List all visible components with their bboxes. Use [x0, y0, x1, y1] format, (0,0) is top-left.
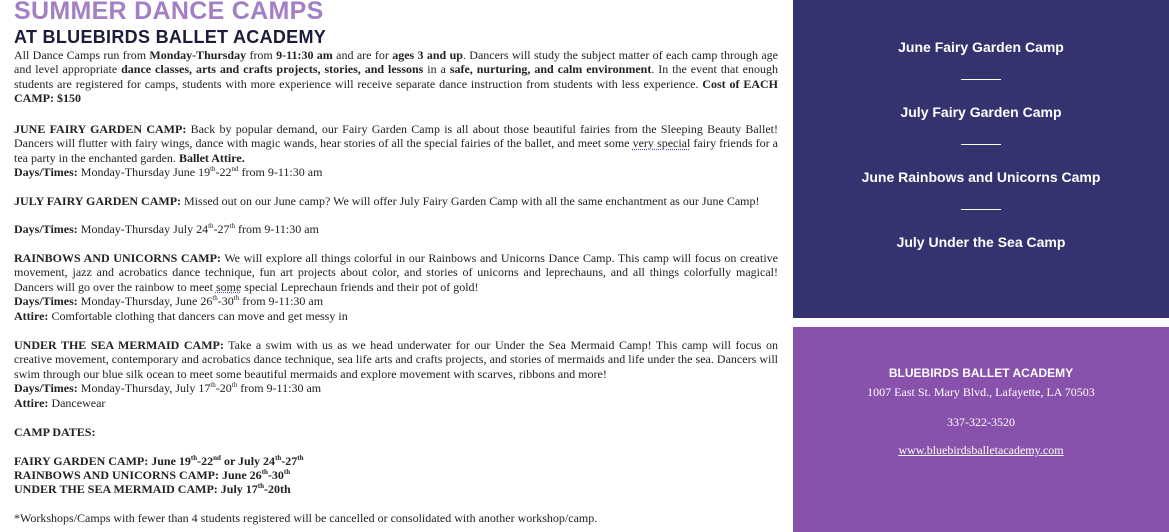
intro-time: 9-11:30 am	[276, 48, 333, 62]
intro-paragraph	[14, 48, 778, 106]
days-text: Monday-Thursday, June 26	[77, 294, 213, 308]
intro-text: in a	[423, 62, 450, 77]
academy-address: 1007 East St. Mary Blvd., Lafayette, LA 70503	[867, 385, 1095, 399]
page-title: SUMMER DANCE CAMPS	[14, 0, 324, 25]
intro-text: and are for	[332, 48, 393, 62]
intro-text: . In the event that enough students are registered for camps, students with more experience will receive separate dance instruction from students with less experience.	[14, 62, 778, 91]
days-text: Monday-Thursday, July 17	[77, 381, 211, 395]
camp-dates-heading-text: CAMP DATES:	[14, 425, 96, 439]
intro-days: Monday-Thursday	[149, 48, 247, 62]
ordinal: th	[210, 381, 216, 389]
academy-phone: 337-322-3520	[947, 415, 1015, 429]
ordinal: th	[261, 468, 268, 476]
camp-list-item: June Rainbows and Unicorns Camp	[861, 169, 1101, 185]
date-text: or July 24	[220, 454, 276, 468]
ordinal: th	[233, 294, 240, 302]
attire-text: Comfortable clothing that dancers can move and get messy in	[48, 309, 348, 323]
intro-text: from	[246, 48, 277, 62]
ordinal: th	[283, 468, 291, 476]
days-label: Days/Times:	[14, 222, 78, 236]
camp-dates-rainbows	[14, 468, 778, 482]
ordinal: th	[212, 294, 218, 302]
rainbows-attire	[14, 309, 778, 323]
days-label: Days/Times:	[14, 294, 78, 308]
ordinal: th	[210, 165, 216, 173]
days-text: from 9-11:30 am	[238, 165, 323, 179]
intro-environment: safe, nurturing, and calm environment	[449, 62, 652, 77]
days-text: Monday-Thursday June 19	[77, 165, 211, 179]
days-text: -27	[213, 222, 230, 236]
rainbows-heading: RAINBOWS AND UNICORNS CAMP:	[14, 251, 221, 265]
academy-website-link[interactable]: www.bluebirdsballetacademy.com	[898, 443, 1064, 457]
ordinal: th	[229, 222, 236, 230]
date-text: -22	[197, 454, 214, 468]
june-fairy-text: Back by popular demand, our Fairy Garden Camp is all about those beautiful fairies from the Sleeping Beauty Ballet! Dancers will flutter with fairy wings, dance with magic wands, hear stories of all the special fairies of the ballet, and meet some	[14, 122, 778, 151]
attire-text: Dancewear	[48, 396, 106, 410]
ordinal: nd	[231, 165, 239, 173]
academy-name: BLUEBIRDS BALLET ACADEMY	[888, 366, 1074, 380]
ordinal: th	[275, 454, 282, 462]
under-sea-heading: UNDER THE SEA MERMAID CAMP:	[14, 338, 224, 352]
june-fairy-attire: Ballet Attire.	[178, 150, 245, 165]
camp-list-item: July Fairy Garden Camp	[900, 104, 1062, 120]
under-sea-paragraph	[14, 338, 778, 381]
ordinal: th	[297, 454, 304, 462]
rainbows-paragraph	[14, 251, 778, 294]
separator-line	[961, 79, 1001, 80]
june-fairy-heading: JUNE FAIRY GARDEN CAMP:	[14, 122, 187, 136]
rainbows-text: special Leprechaun friends and their pot of gold!	[241, 279, 479, 294]
date-text: -20th	[264, 482, 291, 496]
attire-label: Attire:	[14, 309, 49, 323]
under-sea-attire	[14, 396, 778, 410]
intro-text: . Dancers will study the subject matter of each camp through age and level appropriate	[14, 48, 779, 77]
days-text: -30	[217, 294, 234, 308]
july-fairy-paragraph	[14, 194, 778, 208]
intro-ages: ages 3 and up	[392, 48, 463, 62]
days-label: Days/Times:	[14, 381, 78, 395]
days-text: from 9-11:30 am	[237, 381, 322, 395]
days-text: Monday-Thursday July 24	[77, 222, 209, 236]
date-text: RAINBOWS AND UNICORNS CAMP: June 26	[14, 468, 262, 482]
rainbows-underlined: some	[215, 279, 242, 294]
under-sea-text: Take a swim with us as we head underwater for our Under the Sea Mermaid Camp! This camp will focus on creative movement, contemporary and acrobatics dance technique, sea life arts and crafts projects, and stories of mermaids and life under the sea. Dancers will swim through our blue silk ocean to meet some beautiful mermaids and explore movement with scarves, ribbons and more!	[14, 338, 778, 381]
under-sea-days	[14, 381, 778, 395]
flyer-document	[14, 0, 778, 532]
rainbows-days	[14, 294, 778, 308]
date-text: UNDER THE SEA MERMAID CAMP: July 17	[14, 482, 258, 496]
camp-dates-rainbows-text	[14, 468, 290, 482]
date-text: -27	[281, 454, 298, 468]
july-fairy-heading: JULY FAIRY GARDEN CAMP:	[14, 194, 182, 208]
ordinal: th	[257, 482, 265, 490]
days-text: -22	[215, 165, 232, 179]
camp-list-panel	[793, 0, 1169, 318]
days-text: -20	[215, 381, 232, 395]
separator-line	[961, 209, 1001, 210]
july-fairy-text: Missed out on our June camp? We will offer July Fairy Garden Camp with all the same enchantment as our June Camp!	[181, 194, 760, 208]
camp-dates-fairy	[14, 454, 778, 468]
june-fairy-days	[14, 165, 778, 179]
intro-activities: dance classes, arts and crafts projects, stories, and lessons	[121, 62, 424, 77]
camp-dates-fairy-text	[14, 454, 304, 468]
days-text: from 9-11:30 am	[235, 222, 319, 236]
camp-dates-sea-text	[14, 482, 291, 496]
camp-list-item: July Under the Sea Camp	[896, 234, 1066, 250]
page-subtitle: AT BLUEBIRDS BALLET ACADEMY	[14, 27, 327, 47]
ordinal: th	[208, 222, 214, 230]
date-text: FAIRY GARDEN CAMP: June 19	[14, 454, 191, 468]
june-fairy-underlined: very special	[632, 136, 691, 151]
june-fairy-paragraph	[14, 122, 778, 165]
date-text: -30	[267, 468, 284, 482]
june-fairy-text: fairy friends for a tea party in the enchanted garden.	[14, 136, 779, 165]
ordinal: th	[231, 381, 238, 389]
separator-line	[961, 144, 1001, 145]
days-text: from 9-11:30 am	[239, 294, 324, 308]
footnote: *Workshops/Camps with fewer than 4 students registered will be cancelled or consolidated with another workshop/camp.	[14, 511, 598, 525]
ordinal: nd	[213, 454, 221, 462]
days-label: Days/Times:	[14, 165, 78, 179]
rainbows-text: We will explore all things colorful in our Rainbows and Unicorns Dance Camp. This camp will focus on creative movement, jazz and acrobatics dance technique, fun art projects about color, and stories of unicorns and leprechauns, and all things colorfully magical! Dancers will go over the rainbow to meet	[14, 251, 778, 294]
attire-label: Attire:	[14, 396, 49, 410]
camp-list-item: June Fairy Garden Camp	[898, 39, 1064, 55]
contact-panel	[793, 327, 1169, 532]
july-fairy-days	[14, 222, 778, 236]
intro-text: All Dance Camps run from	[14, 48, 150, 62]
camp-cost: Cost of EACH CAMP: $150	[14, 76, 779, 106]
camp-dates-heading	[14, 425, 778, 439]
camp-dates-sea	[14, 482, 778, 496]
ordinal: th	[190, 454, 198, 462]
